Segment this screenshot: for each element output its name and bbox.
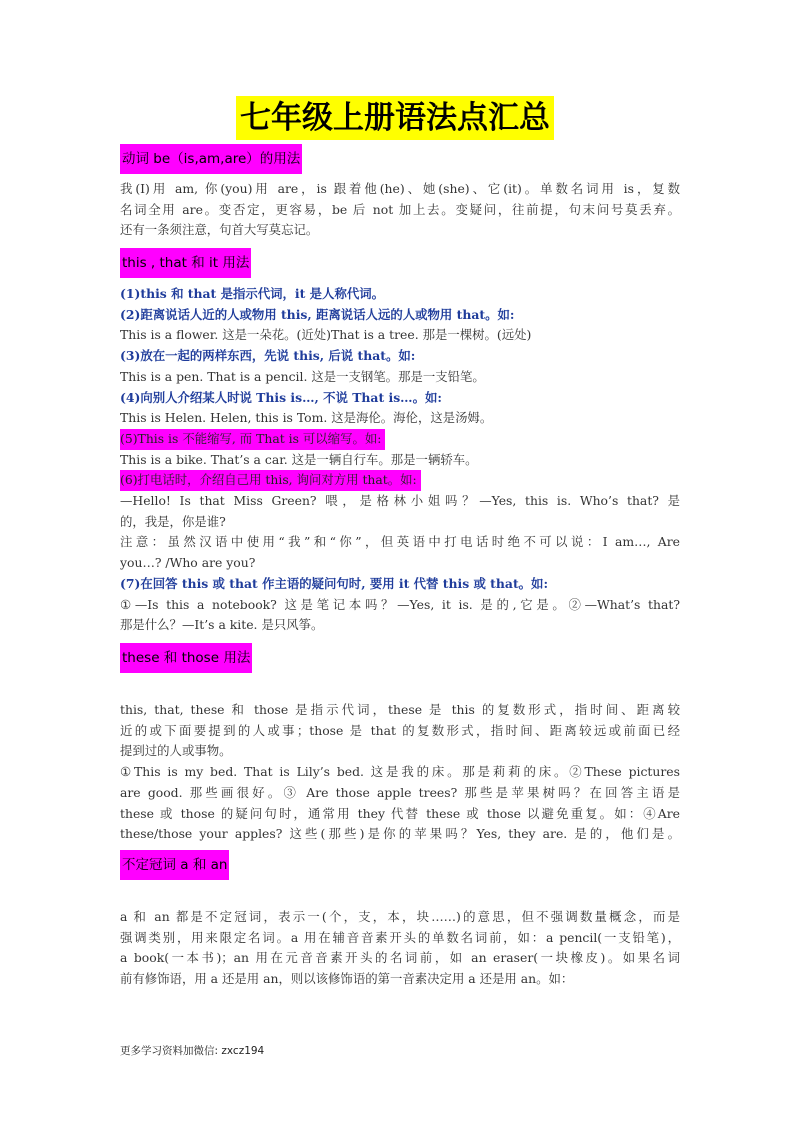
example-line: 那是什么？—It’s a kite. 是只风筝。 xyxy=(120,617,324,633)
paragraph-line: 强调类别，用来限定名词。a 用在辅音音素开头的单数名词前，如：a pencil(一支铅笔)， xyxy=(120,929,680,945)
section-body-a-an xyxy=(120,907,680,990)
note-line: you…? /Who are you? xyxy=(120,555,256,571)
example-line: This is a bike. That’s a car. 这是一辆自行车。那是一辆轿车。 xyxy=(120,451,478,467)
example-line: 的，我是，你是谁? xyxy=(120,513,226,529)
page-title: 七年级上册语法点汇总 xyxy=(236,96,554,140)
footer-note: 更多学习资料加微信: zxcz194 xyxy=(120,1045,265,1057)
note-line: 注意：虽然汉语中使用“我”和“你”，但英语中打电话时绝不可以说：I am…, Are xyxy=(120,534,680,550)
paragraph-line: 还有一条须注意，句首大写莫忘记。 xyxy=(120,222,319,238)
paragraph-line: these/those your apples? 这些(那些)是你的苹果吗？Yes, they are. 是的，他们是。 xyxy=(120,826,680,842)
section-body-these-those xyxy=(120,700,680,845)
highlighted-rule-line: (5)This is 不能缩写, 而 That is 可以缩写。如: xyxy=(120,429,385,450)
paragraph-line: 近的或下面要提到的人或事；those 是 that 的复数形式，指时间、距离较远或前面已经 xyxy=(120,722,680,738)
section-heading-be: 动词 be（is,am,are）的用法 xyxy=(120,144,302,174)
paragraph-line: a 和 an 都是不定冠词，表示一(个，支，本，块……)的意思，但不强调数量概念，而是 xyxy=(120,909,680,924)
paragraph-line: ①This is my bed. That is Lily’s bed. 这是我的床。那是莉莉的床。②These pictures xyxy=(120,764,680,780)
paragraph-line: these 或 those 的疑问句时，通常用 they 代替 these 或 those 以避免重复。如：④Are xyxy=(120,805,680,821)
paragraph-line: 我(I)用 am, 你(you)用 are，is 跟着他(he)、她(she)、它(it)。单数名词用 is，复数 xyxy=(120,181,680,196)
example-line: ①—Is this a notebook? 这是笔记本吗？—Yes, it is. 是的,它是。②—What’s that? xyxy=(120,596,680,612)
rule-line: (1)this 和 that 是指示代词，it 是人称代词。 xyxy=(120,286,385,301)
paragraph-line: 名词全用 are。变否定，更容易，be 后 not 加上去。变疑问，往前提，句末问号莫丢弃。 xyxy=(120,201,680,217)
example-line: —Hello! Is that Miss Green? 喂，是格林小姐吗？—Yes, this is. Who’s that? 是 xyxy=(120,493,680,509)
rule-line: (4)向别人介绍某人时说 This is…, 不说 That is…。如: xyxy=(120,389,442,405)
rule-line: (7)在回答 this 或 that 作主语的疑问句时, 要用 it 代替 this 或 that。如: xyxy=(120,575,549,591)
paragraph-line: 前有修饰语，用 a 还是用 an，则以该修饰语的第一音素决定用 a 还是用 an。如： xyxy=(120,971,574,987)
highlighted-rule-line: (6)打电话时，介绍自己用 this, 询问对方用 that。如: xyxy=(120,470,421,491)
paragraph-line: this, that, these 和 those 是指示代词，these 是 this 的复数形式，指时间、距离较 xyxy=(120,702,680,717)
section-body-this-that xyxy=(120,284,680,636)
example-line: This is a flower. 这是一朵花。(近处)That is a tree. 那是一棵树。(远处) xyxy=(120,327,532,343)
rule-line: (2)距离说话人近的人或物用 this, 距离说话人远的人或物用 that。如: xyxy=(120,306,515,322)
section-heading-a-an: 不定冠词 a 和 an xyxy=(120,850,229,880)
example-line: This is Helen. Helen, this is Tom. 这是海伦。海伦，这是汤姆。 xyxy=(120,410,493,426)
section-body-be xyxy=(120,179,680,241)
section-heading-these-those: these 和 those 用法 xyxy=(120,643,252,673)
example-line: This is a pen. That is a pencil. 这是一支钢笔。那是一支铅笔。 xyxy=(120,368,485,384)
paragraph-line: a book(一本书)；an 用在元音音素开头的名词前，如 an eraser(一块橡皮)。如果名词 xyxy=(120,950,680,966)
paragraph-line: 提到过的人或事物。 xyxy=(120,743,232,759)
section-heading-this-that: this , that 和 it 用法 xyxy=(120,248,251,278)
paragraph-line: are good. 那些画很好。③ Are those apple trees? 那些是苹果树吗？在回答主语是 xyxy=(120,784,680,800)
rule-line: (3)放在一起的两样东西，先说 this, 后说 that。如: xyxy=(120,348,416,364)
